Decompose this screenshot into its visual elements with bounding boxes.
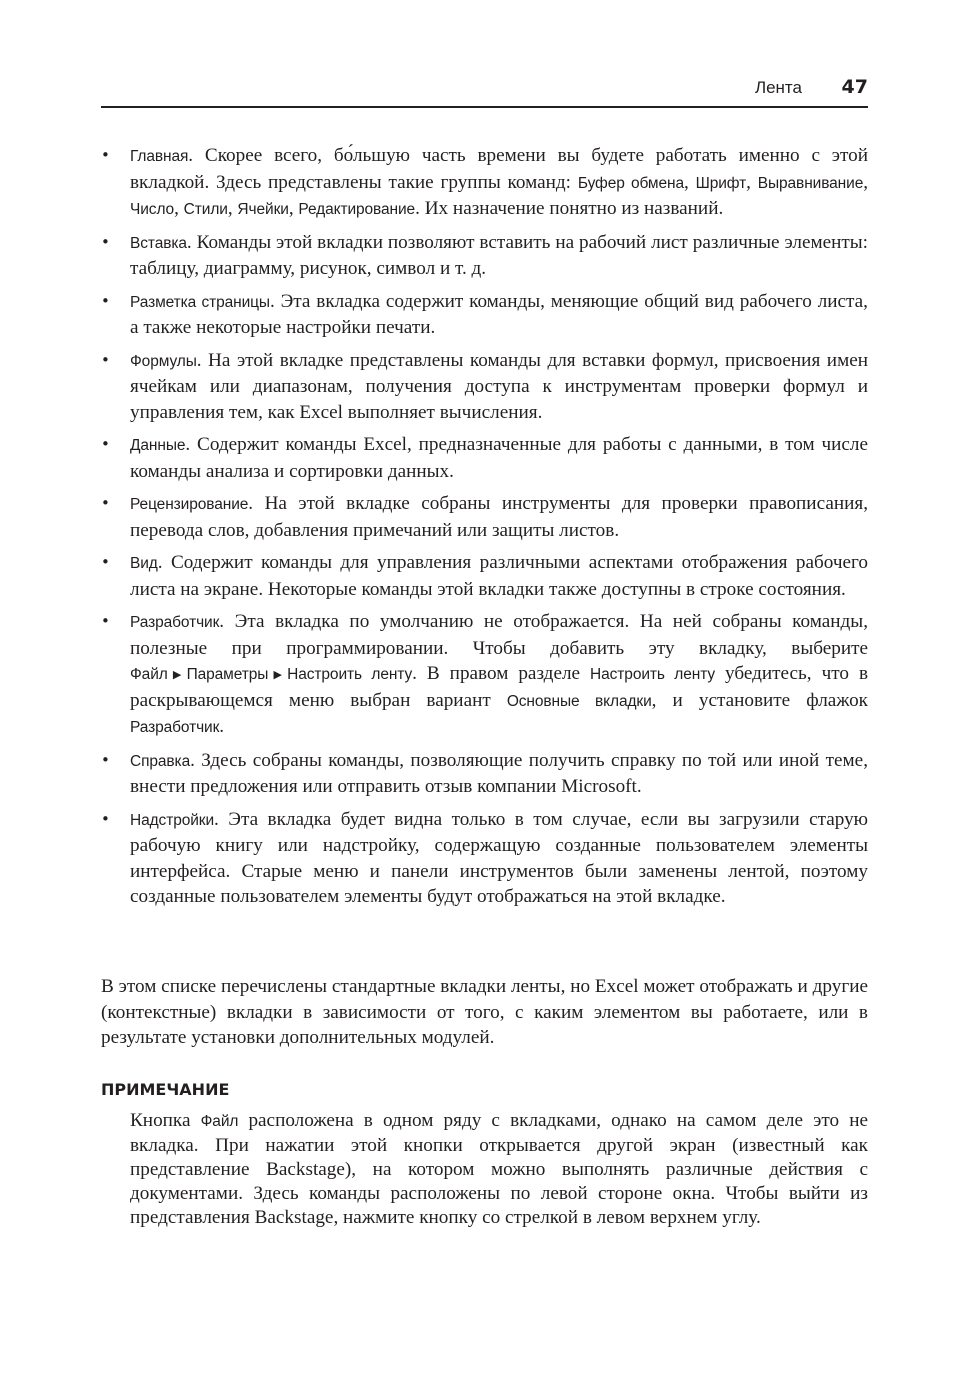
text-run: расположена в одном ряду с вкладками, однако на самом деле это не вкладка. При нажатии этой кнопки открывается другой экран (известный как представление Backstage), на котором можно выполнять различные действия с документами. Здесь команды расположены по левой стороне окна. Чтобы выйти из представления Backstage, нажмите кнопку со стрелкой в левом верхнем углу. [130,1110,868,1228]
text-run: , [683,171,696,193]
text-run: , [174,198,184,219]
text-run: , [863,171,869,193]
tab-name: Данные [130,437,186,454]
bullet-icon: • [101,232,110,251]
tab-name: Разметка страницы [130,293,270,311]
ui-term: Настроить ленту [287,666,413,683]
ui-term: Ячейки [237,201,289,218]
tab-name: Формулы [130,352,197,370]
tab-name: Вид [130,555,158,572]
bullet-icon: • [101,291,110,310]
text-run: . Их назначение понятно из названий. [415,198,724,219]
tab-name: Вставка [130,234,187,252]
body-paragraph: В этом списке перечислены стандартные вкладки ленты, но Excel может отображать и другие (контекстные) вкладки в зависимости от того, с каким элементом вы работаете, или в результате установки дополнительных модулей. [101,976,868,1048]
section-title: Лента [754,78,802,97]
list-item [101,748,868,800]
bullet-icon: • [101,750,110,769]
text-run: . Содержит команды для управления различными аспектами отображения рабочего листа на экране. Некоторые команды этой вкладки также доступны в строке состояния. [130,552,868,600]
text-run: , и установите флажок [651,689,868,711]
ui-term: Параметры [186,666,269,683]
list-item [101,348,868,426]
list-item [101,230,868,282]
text-run: . Скорее всего, бо́льшую часть времени вы будете работать именно с этой вкладкой. Здесь представлены такие группы команд: [130,145,868,193]
tab-name: Главная [130,148,189,165]
tab-name: Рецензирование [130,496,249,513]
text-run: , [288,198,299,219]
ribbon-tabs-list [101,143,868,917]
tab-name: Надстройки [130,811,215,829]
ui-term: Стили [183,201,228,218]
list-item [101,143,868,223]
text-run: убедитесь, что в раскрывающемся меню выбран вариант [130,663,868,711]
list-item [101,289,868,341]
bullet-icon: • [101,435,110,453]
ui-term: Файл [200,1113,239,1130]
bullet-icon: • [101,146,110,164]
text-run: . Эта вкладка содержит команды, меняющие общий вид рабочего листа, а также некоторые настройки печати. [130,290,868,338]
ui-term: Буфер обмена [577,174,684,192]
ui-term: Файл [130,666,168,683]
list-item [101,609,868,741]
text-run: . [219,716,225,737]
bullet-icon: • [101,553,110,571]
menu-path-arrow-icon: ▶ [167,668,187,681]
ui-term: Редактирование [298,201,416,218]
tab-name: Разработчик [130,614,220,631]
note-body [130,1109,868,1230]
bullet-icon: • [101,612,110,630]
ui-term: Выравнивание [757,174,864,192]
bullet-icon: • [101,809,110,828]
text-run: . На этой вкладке собраны инструменты для проверки правописания, перевода слов, добавления примечаний или защиты листов. [130,493,868,541]
ui-term: Шрифт [695,174,747,192]
menu-path-arrow-icon: ▶ [268,668,288,681]
text-run: . Эта вкладка будет видна только в том случае, если вы загрузили старую рабочую книгу или надстройку, содержащую созданные пользователем элементы интерфейса. Старые меню и панели инструментов были заменены лентой, поэтому созданные пользователем элементы будут отображаться на этой вкладке. [130,808,868,907]
text-run: . Здесь собраны команды, позволяющие получить справку по той или иной теме, внести предложения или отправить отзыв компании Microsoft. [130,749,868,797]
ui-term: Основные вкладки [506,692,652,710]
bullet-icon: • [101,350,110,369]
text-run: , [746,171,758,193]
list-item [101,550,868,602]
running-header [101,76,868,108]
list-item [101,432,868,484]
text-run: . Содержит команды Excel, предназначенные для работы с данными, в том числе команды анализа и сортировки данных. [130,434,868,482]
ui-term: Число [130,201,175,218]
text-run: Кнопка [130,1110,201,1131]
note-heading: ПРИМЕЧАНИЕ [101,1080,230,1099]
list-item [101,491,868,543]
tab-name: Справка [130,752,191,770]
ui-term: Настроить ленту [590,666,716,683]
bullet-icon: • [101,494,110,512]
text-run: . В правом разделе [412,663,591,684]
ui-term: Разработчик [130,719,220,736]
page-number: 47 [841,76,868,98]
text-run: , [227,198,238,219]
list-item [101,807,868,910]
text-run: . На этой вкладке представлены команды для вставки формул, присвоения имен ячейкам или диапазонам, получения доступа к инструментам проверки формул и управления тем, как Excel выполняет вычисления. [130,349,868,423]
text-run: . Команды этой вкладки позволяют вставить на рабочий лист различные элементы: таблицу, диаграмму, рисунок, символ и т. д. [130,231,868,279]
text-run: . Эта вкладка по умолчанию не отображается. На ней собраны команды, полезные при программировании. Чтобы добавить эту вкладку, выберите [130,611,868,659]
